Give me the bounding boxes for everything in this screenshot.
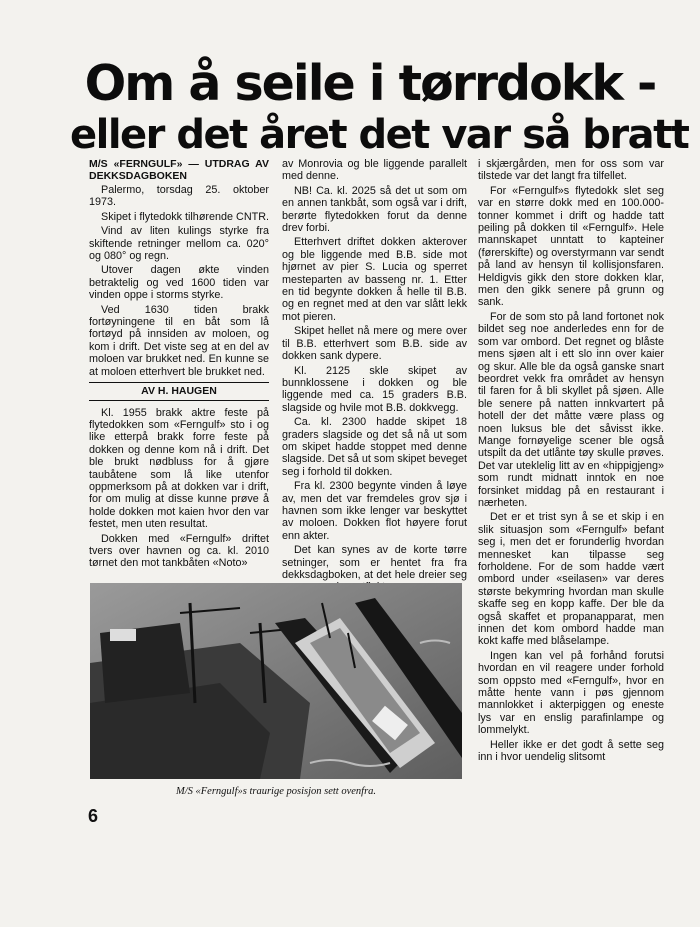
paragraph: Det kan synes av de korte tørre setninger, som er hentet fra fra dekksdagboken, at det hele dreier seg	[282, 544, 467, 581]
paragraph: Ingen kan vel på forhånd forutsi hvordan en vil reagere under forhold som oppsto med «Ferngulf», hvor en måtte hente vann i pøs gjennom mannlokket i akterpiggen og eneste lys var en enslig parafinlampe og lommelykt.	[478, 649, 664, 737]
headline	[70, 55, 689, 158]
paragraph: Fra kl. 2300 begynte vinden å løye av, men det var fremdeles grov sjø i havnen som ikke lenger var beskyttet av moloen. Dokken flot høyere forut enn akter.	[282, 480, 467, 542]
paragraph: Heller ikke er det godt å sette seg inn i hvor uendelig slitsomt	[478, 738, 664, 764]
paragraph: Skipet hellet nå mere og mere over til B.B. etterhvert som B.B. side av dokken sank dypere.	[282, 325, 467, 363]
paragraph: Ca. kl. 2300 hadde skipet 18 graders slagside og det så nå ut som om skipet hadde stoppet med denne slagside. Det så ut som skipet beveget seg i forhold til dokken.	[282, 416, 467, 478]
column-1	[89, 158, 269, 578]
paragraph: Kl. 2125 skle skipet av bunnklossene i dokken og ble liggende med ca. 15 graders B.B. slagside og hvile mot B.B. dokkvegg.	[282, 364, 467, 414]
ship-in-drydock-illustration	[90, 583, 462, 779]
paragraph: i skjærgården, men for oss som var tilstede var det langt fra tilfellet.	[478, 158, 664, 183]
paragraph: Vind av liten kulings styrke fra skiftende retninger mellom ca. 020° og 080° og regn.	[89, 225, 269, 263]
paragraph: Palermo, torsdag 25. oktober 1973.	[89, 184, 269, 209]
paragraph: NB! Ca. kl. 2025 så det ut som om en annen tankbåt, som også var i drift, berørte flytedokken forut da denne drev forbi.	[282, 184, 467, 235]
paragraph: Dokken med «Ferngulf» driftet tvers over havnen og ca. kl. 2010 tørnet den mot tankbåten «Noto»	[89, 532, 269, 570]
paragraph: av Monrovia og ble liggende parallelt med denne.	[282, 158, 467, 183]
headline-line1: Om å seile i tørrdokk -	[84, 55, 656, 112]
paragraph: Det er et trist syn å se et skip i en slik situasjon som «Ferngulf» befant seg i, men det er forunderlig hvordan mennesket kan tilpasse seg forholdene. For de som hadde vært ombord under «seilasen» var deres største bekymring hvordan man skulle skaffe seg en kopp kaffe. Der ble da også skaffet et propanapparat, men innen det kom ombord hadde man kokt kaffe med blåselampe.	[478, 511, 664, 648]
column-2	[282, 158, 467, 581]
photo-caption: M/S «Ferngulf»s traurige posisjon sett ovenfra.	[175, 786, 377, 797]
paragraph: For de som sto på land fortonet nok bildet seg noe anderledes enn for de som var ombord. Det regnet og blåste mens sjøen alt i ett slo inn over kaier og skur. Alle ble da også ganske snart beordret vekk fra området av hensyn til faren for å bli skyllet på sjøen. Alle ble senere på natten innkvartert på hotell der det måtte være plass og noen luksus ble det såvisst ikke. Mange fornøyelige scener ble også utspilt da det utlånte tøy skulle prøves. Det var uteklelig litt av en «hippigjeng» som rundt midnatt inntok en noe forsinket middag på en restaurant i nærheten.	[478, 310, 664, 509]
paragraph: Kl. 1955 brakk aktre feste på flytedokken som «Ferngulf» sto i og like etterpå brakk forre feste på dokken og denne kom nå i drift. Det ble brukt nødbluss for å gjøre taubåtene som lå like utenfor oppmerksom på at dokken var i drift, for om mulig at disse kunne prøve å holde dokken mot kaien hvor den var festet, men uten resultat.	[89, 406, 269, 531]
kicker: M/S «FERNGULF» — UTDRAG AV DEKKSDAGBOKEN	[89, 158, 269, 182]
byline: AV H. HAUGEN	[89, 382, 269, 400]
page-number: 6	[88, 806, 99, 826]
paragraph: Utover dagen økte vinden betraktelig og ved 1600 tiden var vinden oppe i storms styrke.	[89, 264, 269, 302]
paragraph: Etterhvert driftet dokken akterover og ble liggende med B.B. side mot hjørnet av pier S. Lucia og sperret mesteparten av basseng nr. 1. Etter en tid begynte dokken å helle til B.B. og en regnet med at den var slått lekk mot pieren.	[282, 236, 467, 323]
paragraph: Ved 1630 tiden brakk fortøyningene til en båt som lå fortøyd på innsiden av moloen, og kom i drift. Det viste seg at en del av moloen var brukket ned. En kunne se at moloen etterhvert ble brukket ned.	[89, 303, 269, 378]
column-3	[478, 158, 664, 803]
paragraph: Skipet i flytedokk tilhørende CNTR.	[101, 210, 270, 223]
ship-photo	[90, 583, 462, 779]
paragraph: For «Ferngulf»s flytedokk slet seg var en større dokk med en 100.000-tonner kommet i drift og hadde tatt peiling på dokken til «Ferngulf». Hele mannskapet unntatt to kapteiner (førerskifte) og overstyrmann var sendt på land av hensyn til kollisjonsfaren. Heldigvis gikk den store dokken klar, men den gikk senere på grunn og sank.	[478, 184, 665, 309]
headline-line2: eller det året det var så bratt	[70, 112, 689, 158]
